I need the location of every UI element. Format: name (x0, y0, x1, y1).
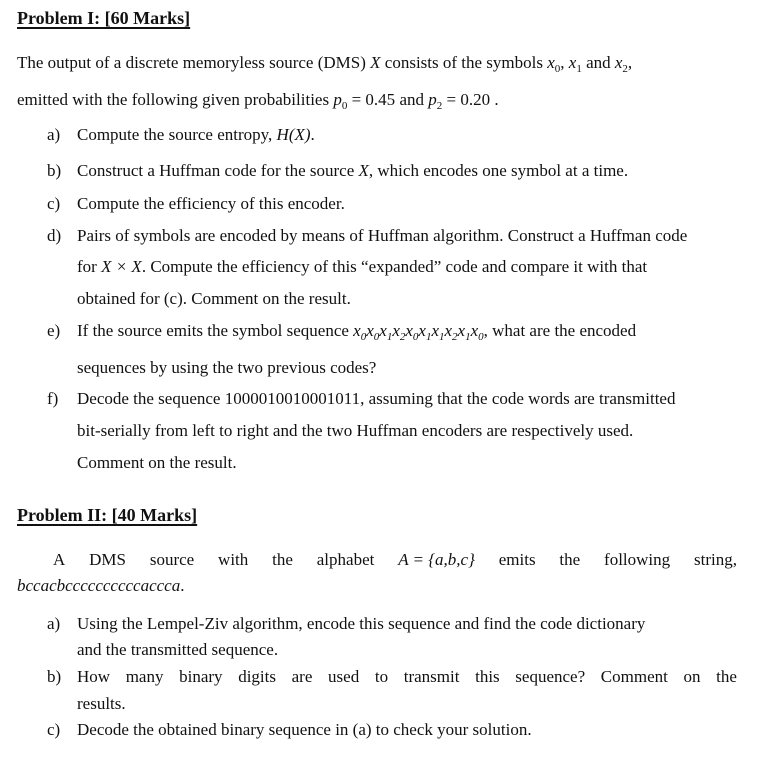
problem-2-intro-line-1: A DMS source with the alphabet A = {a,b,c} emits the following string, (53, 550, 737, 569)
problem-1-title: Problem I: [60 Marks] (17, 8, 191, 28)
problem-1-intro-line-1: The output of a discrete memoryless source (DMS) X consists of the symbols $x_0$, $x_1$ and $x_2$, (17, 53, 633, 75)
problem-2-item-a-line-2: and the transmitted sequence. (77, 640, 279, 659)
problem-1-item-f-line-2: bit-serially from left to right and the two Huffman encoders are respectively used. (77, 421, 634, 440)
problem-2-title: Problem II: [40 Marks] (17, 505, 198, 525)
problem-1-intro-line-2: emitted with the following given probabilities $p_0 = 0.45$ and $p_2 = 0.20$ . (17, 90, 499, 112)
problem-1-item-d-line-2: for X × X. Compute the efficiency of this “expanded” code and compare it with that (77, 257, 648, 276)
problem-1-item-f-line-3: Comment on the result. (77, 453, 237, 472)
problem-2-item-b-line-2: results. (77, 694, 126, 713)
problem-2-string: bccacbccccccccccaccca. (17, 576, 185, 595)
problem-1-item-e-line-2: sequences by using the two previous codes? (77, 358, 377, 377)
symbol-sequence: $x_0x_0x_1x_2x_0x_1x_1x_2x_1x_0$ (353, 321, 484, 343)
problem-1-item-d-line-3: obtained for (c). Comment on the result. (77, 289, 351, 308)
